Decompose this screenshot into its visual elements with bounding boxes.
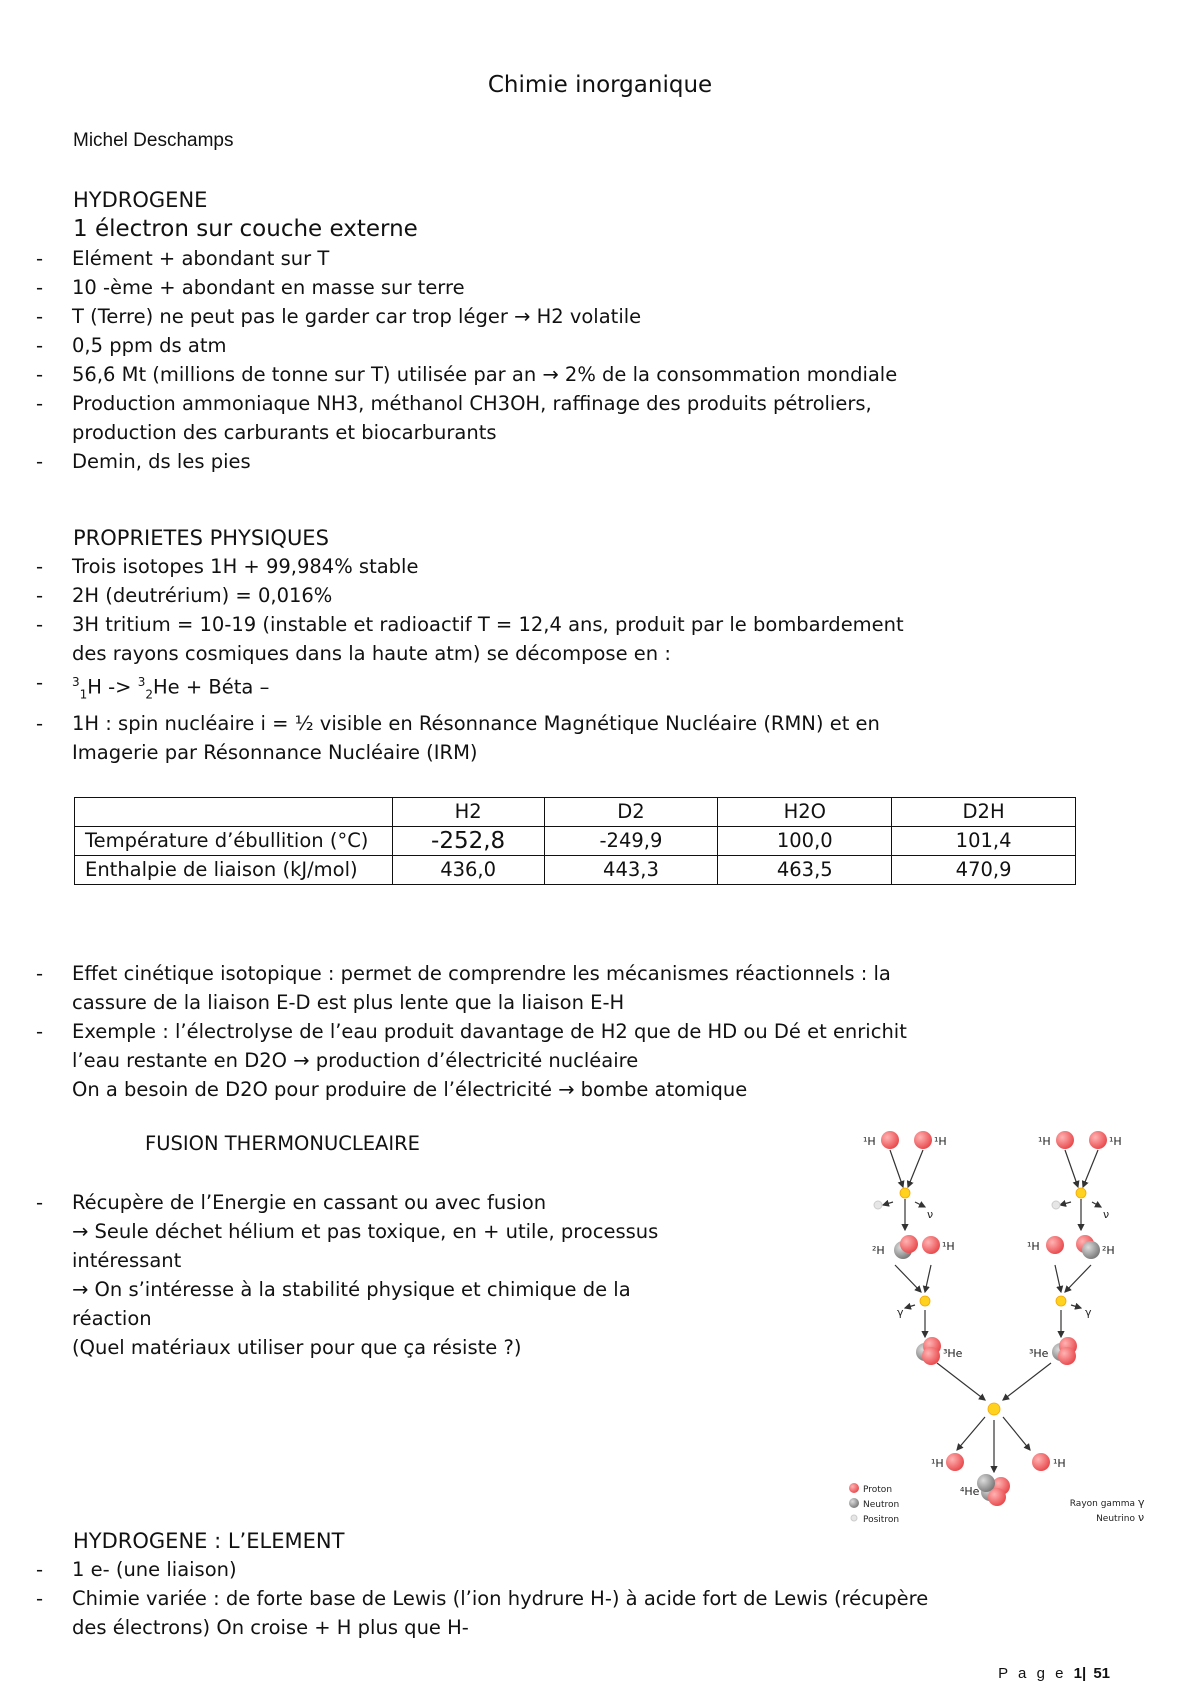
list-item: - Production ammoniaque NH3, méthanol CH3OH, raffinage des produits pétroliers,	[0, 389, 897, 418]
fusion-diagram	[845, 1125, 1155, 1545]
list-item: - Trois isotopes 1H + 99,984% stable	[0, 552, 904, 581]
table-header: D2H	[892, 798, 1076, 827]
list-item: réaction	[72, 1307, 152, 1330]
svg-text:¹H: ¹H	[1027, 1240, 1040, 1253]
page-label: P a g e	[998, 1665, 1067, 1682]
svg-text:³He: ³He	[943, 1347, 963, 1360]
svg-text:³He: ³He	[1029, 1347, 1049, 1360]
table-row	[75, 856, 1076, 885]
svg-text:¹H: ¹H	[1053, 1457, 1066, 1470]
section-heading: HYDROGENE	[73, 188, 208, 212]
page-footer: P a g e 1| 51	[998, 1665, 1110, 1682]
decay-equation: - $^3_1$H -> $^3_2$He + Béta –	[0, 668, 904, 709]
list-item: → On s’intéresse à la stabilité physique et chimique de la	[72, 1278, 631, 1301]
list-item: - 56,6 Mt (millions de tonne sur T) utilisée par an → 2% de la consommation mondiale	[0, 360, 897, 389]
table-cell: -252,8	[392, 827, 544, 856]
table-cell: 101,4	[892, 827, 1076, 856]
list-item: production des carburants et biocarburants	[72, 421, 497, 444]
svg-text:ν: ν	[1138, 1511, 1145, 1524]
table-cell: 470,9	[892, 856, 1076, 885]
author: Michel Deschamps	[73, 130, 234, 151]
list-item: → Seule déchet hélium et pas toxique, en + utile, processus	[72, 1220, 659, 1243]
svg-text:ν: ν	[1103, 1208, 1110, 1221]
list-item: - 2H (deutrérium) = 0,016%	[0, 581, 904, 610]
svg-text:Proton: Proton	[863, 1485, 893, 1495]
svg-text:¹H: ¹H	[1038, 1135, 1051, 1148]
section-effet-isotopique	[0, 959, 907, 1104]
hydrogene-list	[0, 244, 897, 476]
svg-text:Positron: Positron	[863, 1515, 900, 1525]
svg-text:²H: ²H	[1102, 1244, 1115, 1257]
table-cell: -249,9	[544, 827, 718, 856]
table-cell	[75, 798, 393, 827]
fusion-heading: FUSION THERMONUCLEAIRE	[145, 1132, 420, 1155]
svg-text:¹H: ¹H	[863, 1135, 876, 1148]
list-item: l’eau restante en D2O → production d’électricité nucléaire	[72, 1049, 639, 1072]
list-item: - Chimie variée : de forte base de Lewis (l’ion hydrure H-) à acide fort de Lewis (récupère	[0, 1584, 928, 1613]
list-item: - Demin, ds les pies	[0, 447, 897, 476]
svg-text:Neutrino: Neutrino	[1096, 1514, 1135, 1524]
section-proprietes	[73, 524, 904, 767]
section-heading: PROPRIETES PHYSIQUES	[73, 526, 329, 550]
properties-table	[74, 797, 1076, 885]
table-header: H2O	[718, 798, 892, 827]
svg-text:¹H: ¹H	[1109, 1135, 1122, 1148]
table-cell: 463,5	[718, 856, 892, 885]
page-number: 1	[1073, 1665, 1082, 1682]
list-item: - Effet cinétique isotopique : permet de comprendre les mécanismes réactionnels : la	[0, 959, 907, 988]
fusion-list	[0, 1188, 658, 1362]
svg-text:ν: ν	[927, 1208, 934, 1221]
table-cell: 100,0	[718, 827, 892, 856]
section-element	[73, 1527, 928, 1642]
list-item: des électrons) On croise + H plus que H-	[72, 1616, 469, 1639]
list-item: - T (Terre) ne peut pas le garder car trop léger → H2 volatile	[0, 302, 897, 331]
list-item: - 1 e- (une liaison)	[0, 1555, 928, 1584]
list-item: - Exemple : l’électrolyse de l’eau produit davantage de H2 que de HD ou Dé et enrichit	[0, 1017, 907, 1046]
svg-text:¹H: ¹H	[931, 1457, 944, 1470]
list-item: Imagerie par Résonnance Nucléaire (IRM)	[72, 741, 478, 765]
svg-text:²H: ²H	[872, 1244, 885, 1257]
table-header: D2	[544, 798, 718, 827]
list-item: cassure de la liaison E-D est plus lente que la liaison E-H	[72, 991, 625, 1014]
svg-text:⁴He: ⁴He	[960, 1485, 980, 1498]
table-header: H2	[392, 798, 544, 827]
list-item: On a besoin de D2O pour produire de l’électricité → bombe atomique	[72, 1078, 748, 1101]
svg-text:γ: γ	[897, 1306, 904, 1319]
fusion-section	[0, 1188, 658, 1362]
section-heading: HYDROGENE : L’ELEMENT	[73, 1529, 345, 1553]
list-item: - 10 -ème + abondant en masse sur terre	[0, 273, 897, 302]
reaction-arrows	[883, 1150, 1101, 1472]
isotope-list	[0, 959, 907, 1104]
svg-text:¹H: ¹H	[942, 1240, 955, 1253]
svg-text:γ: γ	[1138, 1496, 1145, 1509]
table-cell: 436,0	[392, 856, 544, 885]
svg-text:γ: γ	[1085, 1306, 1092, 1319]
svg-text:Rayon gamma: Rayon gamma	[1069, 1499, 1135, 1509]
svg-text:Neutron: Neutron	[863, 1500, 900, 1510]
list-item: - 3H tritium = 10-19 (instable et radioactif T = 12,4 ans, produit par le bombardement	[0, 610, 904, 639]
list-item: - 0,5 ppm ds atm	[0, 331, 897, 360]
element-list	[0, 1555, 928, 1642]
section-hydrogene	[73, 186, 897, 476]
svg-text:¹H: ¹H	[934, 1135, 947, 1148]
page-total: 51	[1093, 1665, 1110, 1682]
row-label: Température d’ébullition (°C)	[75, 827, 393, 856]
list-item: (Quel matériaux utiliser pour que ça résiste ?)	[72, 1336, 522, 1359]
energy-flashes	[900, 1188, 1086, 1415]
list-item: - Elément + abondant sur T	[0, 244, 897, 273]
row-label: Enthalpie de liaison (kJ/mol)	[75, 856, 393, 885]
table-cell: 443,3	[544, 856, 718, 885]
list-item: - Récupère de l’Energie en cassant ou avec fusion	[0, 1188, 658, 1217]
page-title: Chimie inorganique	[487, 72, 713, 98]
section-subheading: 1 électron sur couche externe	[73, 216, 418, 242]
list-item: - 1H : spin nucléaire i = ½ visible en Résonnance Magnétique Nucléaire (RMN) et en	[0, 709, 904, 738]
list-item: des rayons cosmiques dans la haute atm) se décompose en :	[72, 642, 671, 665]
list-item: intéressant	[72, 1249, 182, 1272]
proprietes-list	[0, 552, 904, 767]
table-header-row	[75, 798, 1076, 827]
table-row	[75, 827, 1076, 856]
